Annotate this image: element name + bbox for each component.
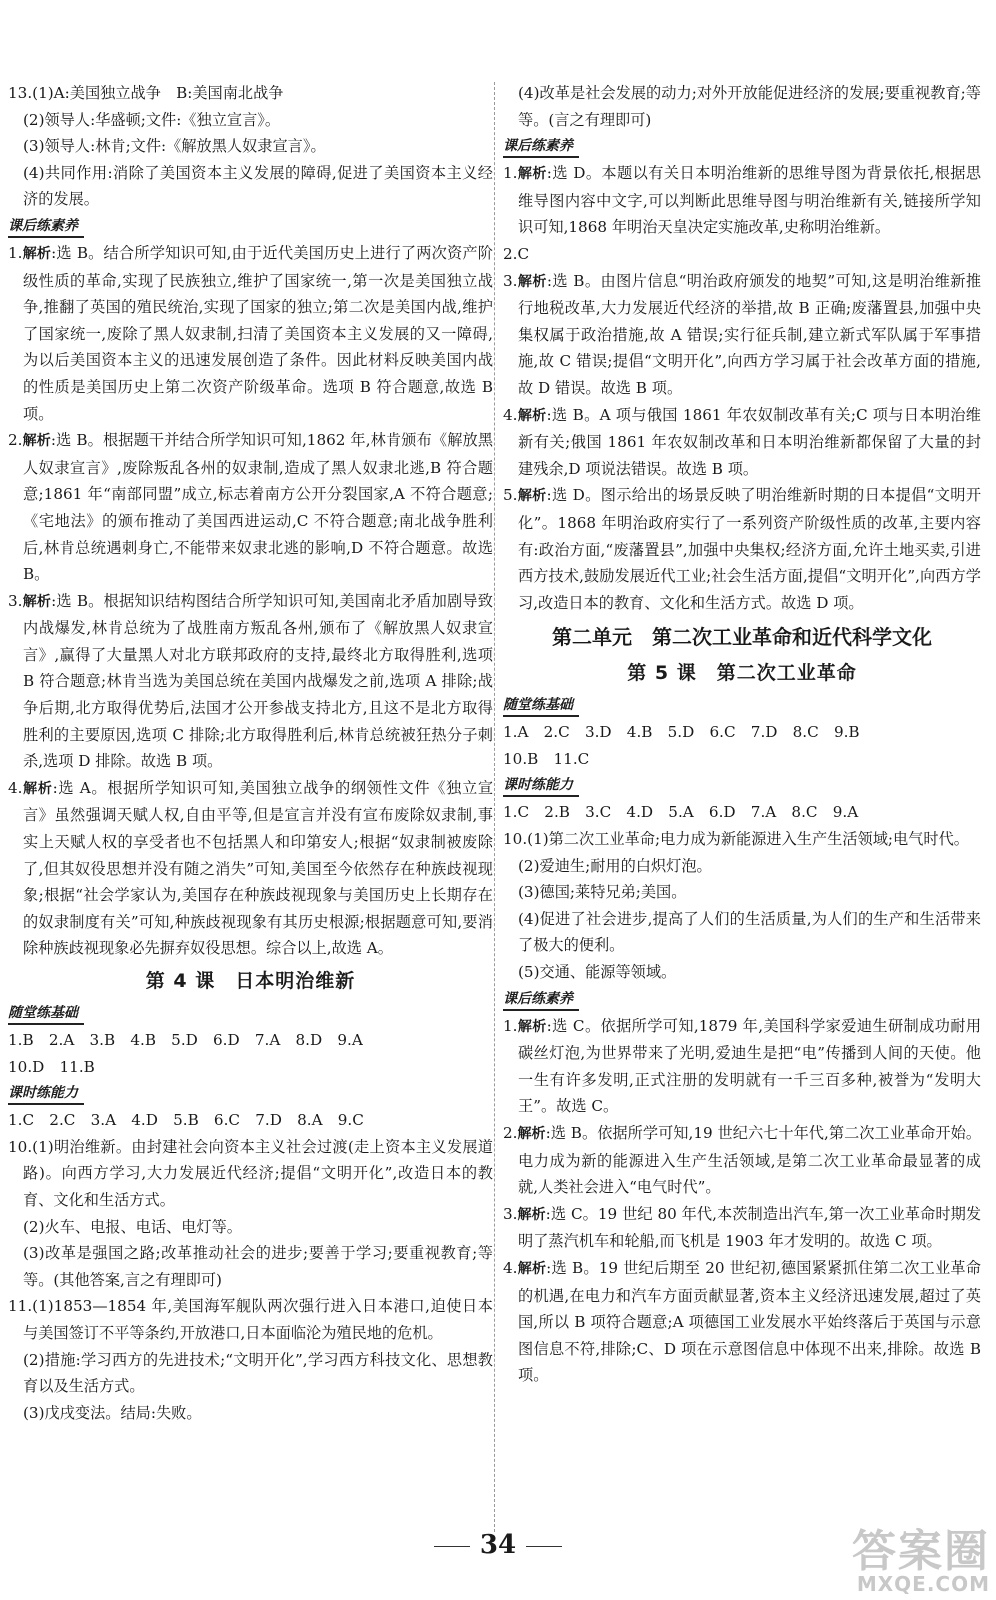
- answer-row: 1.B 2.A 3.B 4.B 5.D 6.D 7.A 8.D 9.A: [8, 1031, 363, 1049]
- page-number-value: 34: [479, 1530, 517, 1560]
- q11-line3: (3)戊戌变法。结局:失败。: [23, 1403, 202, 1422]
- answer-item: 3.解析:选 B。根据知识结构图结合所学知识可知,美国南北矛盾加剧导致内战爆发,林肯总统为了战胜南方叛乱各州,颁布了《解放黑人奴隶宣言》,赢得了大量黑人对北方联邦政府的支持,最终北方取得胜利,选项 B 符合题意;林肯当选为美国总统在美国内战爆发之前,选项 A 排除;战争后期,北方取得优势后,法国才公开参战支持北方,且这不是北方取得胜利的主要原因,选项 C 排除;北方取得胜利后,林肯总统被狂热分子刺杀,选项 D 排除。故选 B 项。: [8, 591, 493, 771]
- answer-item: 1.解析:选 C。依据所学可知,1879 年,美国科学家爱迪生研制成功耐用碳丝灯泡,为世界带来了光明,爱迪生是把“电”传播到人间的天使。他一生有许多发明,正式注册的发明就有一千三百多种,被誉为“发明大王”。故选 C。: [503, 1016, 982, 1116]
- q10-line5: (5)交通、能源等领域。: [518, 963, 677, 982]
- q10-line3: (3)改革是强国之路;改革推动社会的进步;要善于学习;要重视教育;等等。(其他答案,言之有理即可): [23, 1244, 493, 1289]
- answer-item: 5.解析:选 D。图示给出的场景反映了明治维新时期的日本提倡“文明开化”。1868 年明治政府实行了一系列资产阶级性质的改革,主要内容有:政治方面,“废藩置县”,加强中央集权;经济方面,允许土地买卖,引进西方技术,鼓励发展近代工业;社会生活方面,提倡“文明开化”,向西方学习,改造日本的教育、文化和生活方式。故选 D 项。: [503, 486, 982, 612]
- answer-row: 1.C 2.B 3.C 4.D 5.A 6.D 7.A 8.C 9.A: [503, 803, 859, 822]
- answer-item: 3.解析:选 C。19 世纪 80 年代,本茨制造出汽车,第一次工业革命时期发明了蒸汽机车和轮船,而飞机是 1903 年才发明的。故选 C 项。: [503, 1204, 982, 1251]
- lesson-title: 第 4 课 日本明治维新: [145, 970, 356, 992]
- section-heading: 随堂练基础: [8, 1004, 84, 1025]
- section-heading: 课时练能力: [8, 1084, 84, 1105]
- lesson-title: 第 5 课 第二次工业革命: [627, 662, 857, 685]
- answer-row: 10.D 11.B: [8, 1057, 95, 1076]
- answer-row: 10.B 11.C: [503, 749, 590, 768]
- q10-line1: 10.(1)第二次工业革命;电力成为新能源进入生产生活领域;电气时代。: [503, 830, 969, 849]
- watermark-top: 答案圈: [852, 1526, 990, 1577]
- section-heading: 课后练素养: [8, 217, 84, 238]
- answer-item: 4.解析:选 B。19 世纪后期至 20 世纪初,德国紧紧抓住第二次工业革命的机遇,在电力和汽车方面贡献显著,资本主义经济迅速发展,超过了英国,所以 B 项符合题意;A 项德国工业发展水平始终落后于英国与示意图信息不符,排除;C、D 项在示意图信息中体现不出来,排除。故选 B 项。: [503, 1258, 981, 1385]
- page-number-dash-left: [434, 1546, 470, 1547]
- right-column: [503, 80, 981, 1389]
- section-heading: 课后练素养: [503, 137, 579, 158]
- answer-item: 1.解析:选 D。本题以有关日本明治维新的思维导图为背景依托,根据思维导图内容中文字,可以判断此思维导图与明治维新有关,链接所学知识可知,1868 年明治天皇决定实施改革,史称明治维新。: [503, 164, 982, 237]
- page-number-dash-right: [526, 1546, 562, 1547]
- continued-answer: (4)改革是社会发展的动力;对外开放能促进经济的发展;要重视教育;等等。(言之有理即可): [518, 84, 981, 129]
- answer-item: 4.解析:选 A。根据所学知识可知,美国独立战争的纲领性文件《独立宣言》虽然强调天赋人权,自由平等,但是宣言并没有宣布废除奴隶制,事实上天赋人权的享受者也不包括黑人和印第安人;根据“奴隶制被废除了,但其奴役思想并没有随之消失”可知,美国至今依然存在种族歧视现象;根据“社会学家认为,美国存在种族歧视现象与美国历史上长期存在的奴隶制度有关”可知,种族歧视现象有其历史根源;根据题意可知,要消除种族歧视现象必先摒弃奴役思想。综合以上,故选 A。: [8, 778, 494, 958]
- q10-line4: (4)促进了社会进步,提高了人们的生活质量,为人们的生产和生活带来了极大的便利。: [518, 909, 981, 955]
- answer-item: 2.解析:选 B。根据题干并结合所学知识可知,1862 年,林肯颁布《解放黑人奴隶宣言》,废除叛乱各州的奴隶制,造成了黑人奴隶北逃,B 符合题意;1861 年“南部同盟”成立,标志着南方公开分裂国家,A 不符合题意;《宅地法》的颁布推动了美国西进运动,C 不符合题意;南北战争胜利后,林肯总统遇刺身亡,不能带来奴隶北逃的影响,D 不符合题意。故选 B。: [8, 431, 494, 584]
- answer-item: 3.解析:选 B。由图片信息“明治政府颁发的地契”可知,这是明治维新推行地税改革,大力发展近代经济的举措,故 B 正确;废藩置县,加强中央集权属于政治措施,故 A 错误;实行征兵制,建立新式军队属于军事措施,故 C 错误;提倡“文明开化”,向西方学习属于社会改革方面的措施,故 D 错误。故选 B 项。: [503, 271, 982, 397]
- left-column: [8, 80, 493, 1426]
- q13-line2: (2)领导人:华盛顿;文件:《独立宣言》。: [23, 110, 281, 129]
- answer-item: 1.解析:选 B。结合所学知识可知,由于近代美国历史上进行了两次资产阶级性质的革命,实现了民族独立,维护了国家统一,第一次是美国独立战争,推翻了英国的殖民统治,实现了国家的独立;第二次是美国内战,维护了国家统一,废除了黑人奴隶制,扫清了美国资本主义发展的又一障碍,为以后美国资本主义的迅速发展创造了条件。因此材料反映美国内战的性质是美国历史上第二次资产阶级革命。选项 B 符合题意,故选 B 项。: [8, 243, 493, 423]
- q13-line1: 13.(1)A:美国独立战争 B:美国南北战争: [8, 84, 284, 102]
- unit-title: 第二单元 第二次工业革命和近代科学文化: [552, 625, 932, 650]
- q10-line2: (2)爱迪生;耐用的白炽灯泡。: [518, 856, 712, 875]
- section-heading: 课时练能力: [503, 776, 579, 797]
- watermark-bottom: MXQE.COM: [856, 1572, 990, 1596]
- section-heading: 随堂练基础: [503, 696, 579, 717]
- q11-line2: (2)措施:学习西方的先进技术;“文明开化”,学习西方科技文化、思想教育以及生活方式。: [23, 1350, 493, 1396]
- q11-line1: 11.(1)1853—1854 年,美国海军舰队两次强行进入日本港口,迫使日本与美国签订不平等条约,开放港口,日本面临沦为殖民地的危机。: [8, 1297, 493, 1342]
- q13-line3: (3)领导人:林肯;文件:《解放黑人奴隶宣言》。: [23, 137, 326, 156]
- answer-item: 2.C: [503, 244, 530, 263]
- q10-line2: (2)火车、电报、电话、电灯等。: [23, 1217, 242, 1236]
- q10-line3: (3)德国;莱特兄弟;美国。: [518, 883, 687, 902]
- page-number: [0, 1530, 996, 1560]
- answer-item: 4.解析:选 B。A 项与俄国 1861 年农奴制改革有关;C 项与日本明治维新有关;俄国 1861 年农奴制改革和日本明治维新都保留了大量的封建残余,D 项说法错误。故选 B 项。: [503, 405, 981, 478]
- q10-line1: 10.(1)明治维新。由封建社会向资本主义社会过渡(走上资本主义发展道路)。向西方学习,大力发展近代经济;提倡“文明开化”,改造日本的教育、文化和生活方式。: [8, 1137, 493, 1209]
- answer-row: 1.C 2.C 3.A 4.D 5.B 6.C 7.D 8.A 9.C: [8, 1111, 364, 1130]
- answer-item: 2.解析:选 B。依据所学可知,19 世纪六七十年代,第二次工业革命开始。电力成为新的能源进入生产生活领域,是第二次工业革命最显著的成就,人类社会进入“电气时代”。: [503, 1124, 982, 1197]
- watermark-logo: [852, 1526, 990, 1596]
- column-divider: [494, 82, 495, 1532]
- section-heading: 课后练素养: [503, 990, 579, 1011]
- q13-line4: (4)共同作用:消除了美国资本主义发展的障碍,促进了美国资本主义经济的发展。: [23, 163, 493, 209]
- answer-row: 1.A 2.C 3.D 4.B 5.D 6.C 7.D 8.C 9.B: [503, 723, 860, 742]
